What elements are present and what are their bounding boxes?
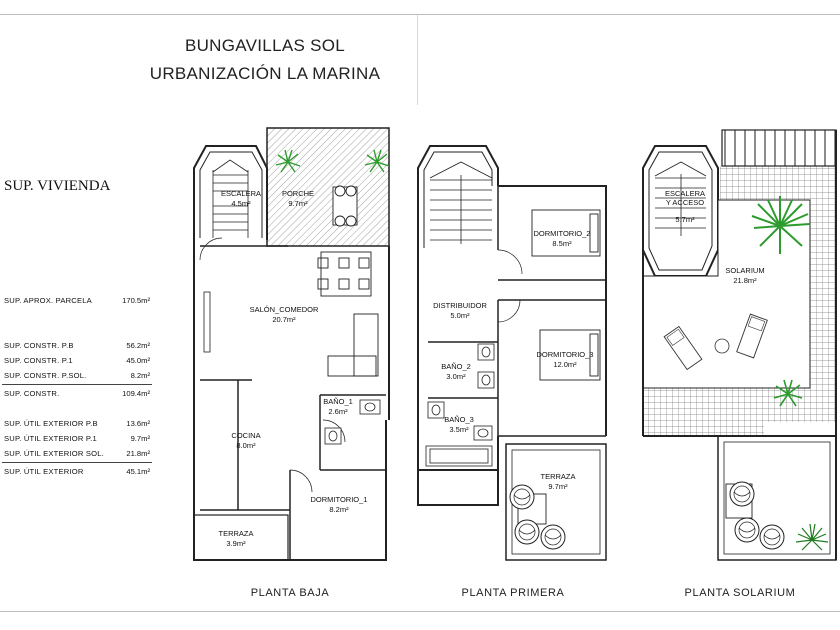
room-label: DORMITORIO_1 (310, 495, 368, 504)
room-label: DISTRIBUIDOR (433, 301, 487, 310)
chair-icon (730, 482, 754, 506)
plan-label-baja: PLANTA BAJA (250, 587, 330, 599)
room-area: 5.0m² (450, 311, 470, 320)
stat-value: 45.1m² (126, 467, 150, 476)
title-line-1: BUNGAVILLAS SOL (184, 36, 346, 55)
room-area: 3.0m² (446, 372, 466, 381)
room-area: 9.7m² (288, 199, 308, 208)
room-label: ESCALERA (664, 189, 706, 198)
fern-icon (796, 524, 828, 550)
stat-value: 21.8m² (126, 449, 150, 458)
room-area: 8.0m² (236, 441, 256, 450)
chair-icon (541, 525, 565, 549)
room-area: 8.5m² (552, 239, 572, 248)
room-area: 12.0m² (553, 360, 577, 369)
stat-value: 13.6m² (126, 419, 150, 428)
room-label: DORMITORIO_3 (536, 350, 594, 359)
stat-value: 109.4m² (122, 389, 150, 398)
stat-label: SUP. CONSTR. P.SOL. (4, 371, 87, 380)
room-area: 3.5m² (449, 425, 469, 434)
room-label: BAÑO_2 (441, 362, 471, 371)
side-table (715, 339, 729, 353)
stat-value: 9.7m² (130, 434, 150, 443)
stat-label: SUP. ÚTIL EXTERIOR (4, 467, 84, 476)
room-label: TERRAZA (540, 472, 576, 481)
chair-icon (760, 525, 784, 549)
room-label: TERRAZA (218, 529, 254, 538)
room-area: 8.2m² (329, 505, 349, 514)
room-label: ESCALERA (220, 189, 262, 198)
room-label: DORMITORIO_2 (533, 229, 591, 238)
room-label: COCINA (231, 431, 261, 440)
room-area: 4.5m² (231, 199, 251, 208)
plan-label-solarium: PLANTA SOLARIUM (684, 587, 796, 599)
stat-value: 170.5m² (122, 296, 150, 305)
stat-label: SUP. ÚTIL EXTERIOR P.1 (4, 434, 97, 443)
title-line-2: URBANIZACIÓN LA MARINA (149, 64, 381, 83)
room-label: Y ACCESO (665, 198, 705, 207)
plan-label-primera: PLANTA PRIMERA (461, 587, 565, 599)
room-label: SALÓN_COMEDOR (249, 305, 319, 314)
room-label: PORCHE (281, 189, 315, 198)
summary-heading: SUP. VIVIENDA (4, 178, 111, 194)
chair-icon (735, 518, 759, 542)
room-area: 3.9m² (226, 539, 246, 548)
chair-icon (515, 520, 539, 544)
stat-label: SUP. CONSTR. P.B (4, 341, 74, 350)
room-label: BAÑO_1 (323, 397, 353, 406)
room-area: 20.7m² (272, 315, 296, 324)
stat-label: SUP. ÚTIL EXTERIOR SOL. (4, 449, 104, 458)
stat-value: 56.2m² (126, 341, 150, 350)
chair-icon (510, 485, 534, 509)
stat-label: SUP. ÚTIL EXTERIOR P.B (4, 419, 98, 428)
room-area: 9.7m² (548, 482, 568, 491)
stat-value: 45.0m² (126, 356, 150, 365)
stat-label: SUP. CONSTR. P.1 (4, 356, 73, 365)
stat-label: SUP. CONSTR. (4, 389, 60, 398)
room-area: 2.6m² (328, 407, 348, 416)
stat-label: SUP. APROX. PARCELA (4, 296, 92, 305)
room-area: 5.7m² (675, 215, 695, 224)
room-label: SOLARIUM (725, 266, 765, 275)
stat-value: 8.2m² (130, 371, 150, 380)
room-area: 21.8m² (733, 276, 757, 285)
room-label: BAÑO_3 (444, 415, 474, 424)
